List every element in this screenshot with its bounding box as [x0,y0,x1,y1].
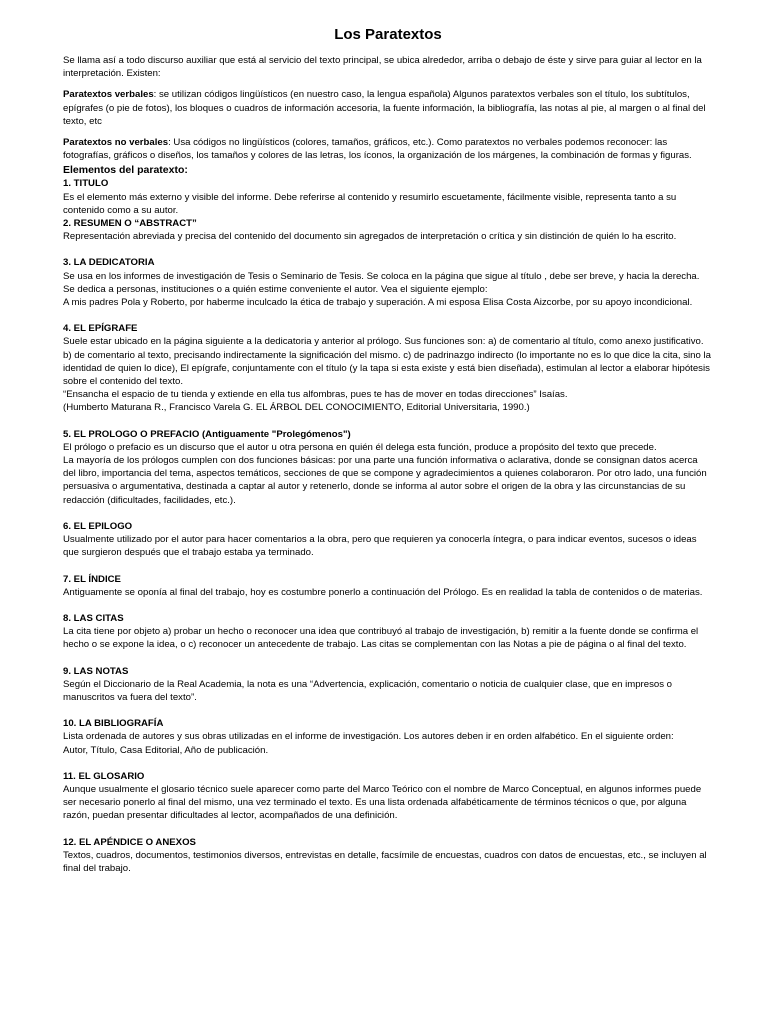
section-body-indice: Antiguamente se oponía al final del trabajo, hoy es costumbre ponerlo a continuación del Prólogo. Es en realidad la tabla de contenidos o de materias. [63,586,703,598]
elementos-heading: Elementos del paratexto: [63,164,188,177]
no-verbales-label: Paratextos no verbales [63,137,169,149]
verbales-paragraph [63,88,713,128]
section-title-apendice: 12. EL APÉNDICE O ANEXOS [63,836,196,848]
section-title-epigrafe: 4. EL EPÍGRAFE [63,323,138,335]
section-body-notas: Según el Diccionario de la Real Academia, la nota es una “Advertencia, explicación, comentario o noticia de cualquier clase, que en impresos o manuscritos va fuera del texto”. [63,678,673,703]
section-body-citas: La cita tiene por objeto a) probar un hecho o reconocer una idea que contribuyó al trabajo de investigación, b) remitir a la fuente donde se confirma el hecho o se expone la idea, o c) reconocer un antecedente de trabajo. Las citas se complementan con las Notas a pie de página o al final del texto. [63,626,699,651]
section-title-citas: 8. LAS CITAS [63,612,124,624]
section-format-bibliografia: Autor, Título, Casa Editorial, Año de publicación. [63,744,269,756]
section-title-glosario: 11. EL GLOSARIO [63,770,145,782]
no-verbales-text: : Usa códigos no lingüísticos (colores, tamaños, gráficos, etc.). Como paratextos no verbales podemos reconocer: las fotografías, gráficos o diseños, los tamaños y colores de las letras, los íconos, la organización de los márgenes, la combinación de formas y figuras. [63,137,692,162]
section-body-bibliografia: Lista ordenada de autores y sus obras utilizadas en el informe de investigación. Los autores deben ir en orden alfabético. En el siguiente orden: [63,731,674,743]
document-title: Los Paratextos [334,26,442,43]
section-body-apendice: Textos, cuadros, documentos, testimonios diversos, entrevistas en detalle, facsímile de encuestas, cuadros con datos de encuestas, etc., se incluyen al final del trabajo. [63,849,707,874]
section-body-epigrafe: Suele estar ubicado en la página siguiente a la dedicatoria y anterior al prólogo. Sus funciones son: a) de comentario al título, como anexo justificativo. b) de comentario al texto, precisando indirectamente la significación del mismo. c) de padrinazgo indirecto (lo importante no es lo que dice la cita, sino la identidad de quien lo dice), El epígrafe, conjuntamente con el título (y la tapa si esta existe y está bien diseñada), estimulan al lector a elaborar hipótesis sobre el contenido del texto. [63,336,711,388]
section-title-dedicatoria: 3. LA DEDICATORIA [63,257,155,269]
section-title-notas: 9. LAS NOTAS [63,665,129,677]
section-example-dedicatoria: A mis padres Pola y Roberto, por haberme inculcado la ética de trabajo y superación. A mi esposa Elisa Costa Aizcorbe, por su apoyo incondicional. [63,297,693,309]
section-body-epilogo: Usualmente utilizado por el autor para hacer comentarios a la obra, pero que requieren ya conocerla íntegra, o para indicar eventos, sucesos o ideas que surgieron después que el trabajo estaba ya terminado. [63,534,697,559]
section-body-prologo: El prólogo o prefacio es un discurso que el autor u otra persona en quién él delega esta función, produce a propósito del texto que precede. [63,441,657,453]
intro-paragraph: Se llama así a todo discurso auxiliar que está al servicio del texto principal, se ubica alrededor, arriba o debajo de éste y sirve para guiar al lector en la interpretación. Existen: [63,55,702,80]
section-title-prologo: 5. EL PROLOGO O PREFACIO (Antiguamente "Prolegómenos") [63,428,351,440]
document-page [63,26,713,875]
section-title-indice: 7. EL ÍNDICE [63,573,121,585]
section-title-epilogo: 6. EL EPILOGO [63,520,133,532]
section-body-titulo: Es el elemento más externo y visible del informe. Debe referirse al contenido y resumirlo escuetamente, fácilmente visible, representa tanto a su contenido como a su autor. [63,191,677,216]
section-title-bibliografia: 10. LA BIBLIOGRAFÍA [63,718,164,730]
section-source-epigrafe: (Humberto Maturana R., Francisco Varela G. EL ÁRBOL DEL CONOCIMIENTO, Editorial Universitaria, 1990.) [63,402,530,414]
section-body-resumen: Representación abreviada y precisa del contenido del documento sin agregados de interpretación o crítica y sin distinción de quién lo ha escrito. [63,231,677,243]
section-quote-epigrafe: “Ensancha el espacio de tu tienda y extiende en ella tus alfombras, pues te has de mover en todas direcciones” Isaías. [63,389,568,401]
section-body2-prologo: La mayoría de los prólogos cumplen con dos funciones básicas: por una parte una función informativa o aclarativa, donde se consignan datos acerca del libro, importancia del tema, aspectos temáticos, secciones de que se compone y agradecimientos a quienes colaboraron. Por otro lado, una función persuasiva o argumentativa, destinada a captar al autor y retenerlo, donde se informa al autor sobre el origen de la obra y las circunstancias de su redacción (dificultades, facilidades, etc.). [63,455,707,506]
section-body-glosario: Aunque usualmente el glosario técnico suele aparecer como parte del Marco Teórico con el nombre de Marco Conceptual, en algunos informes puede ser necesario ponerlo al final del mismo, una vez terminado el texto. Es una lista ordenada alfabéticamente de términos técnicos o que, por alguna razón, puedan presentar dificultades al lector, acompañados de una definición. [63,783,702,822]
verbales-label: Paratextos verbales [63,89,154,101]
section-title-resumen: 2. RESUMEN O “ABSTRACT” [63,218,197,230]
no-verbales-paragraph [63,136,713,162]
section-body-dedicatoria: Se usa en los informes de investigación de Tesis o Seminario de Tesis. Se coloca en la página que sigue al título , debe ser breve, y hacia la derecha. Se dedica a personas, instituciones o a quién estime conveniente el autor. Vea el siguiente ejemplo: [63,270,700,295]
verbales-text: : se utilizan códigos lingüísticos (en nuestro caso, la lengua española) Algunos paratextos verbales son el título, los subtítulos, epígrafes (o pie de fotos), los bloques o cuadros de información accesoria, la fuente información, la bibliografía, las notas al pie, al margen o al final del texto, etc [63,89,706,127]
section-title-titulo: 1. TITULO [63,178,109,190]
